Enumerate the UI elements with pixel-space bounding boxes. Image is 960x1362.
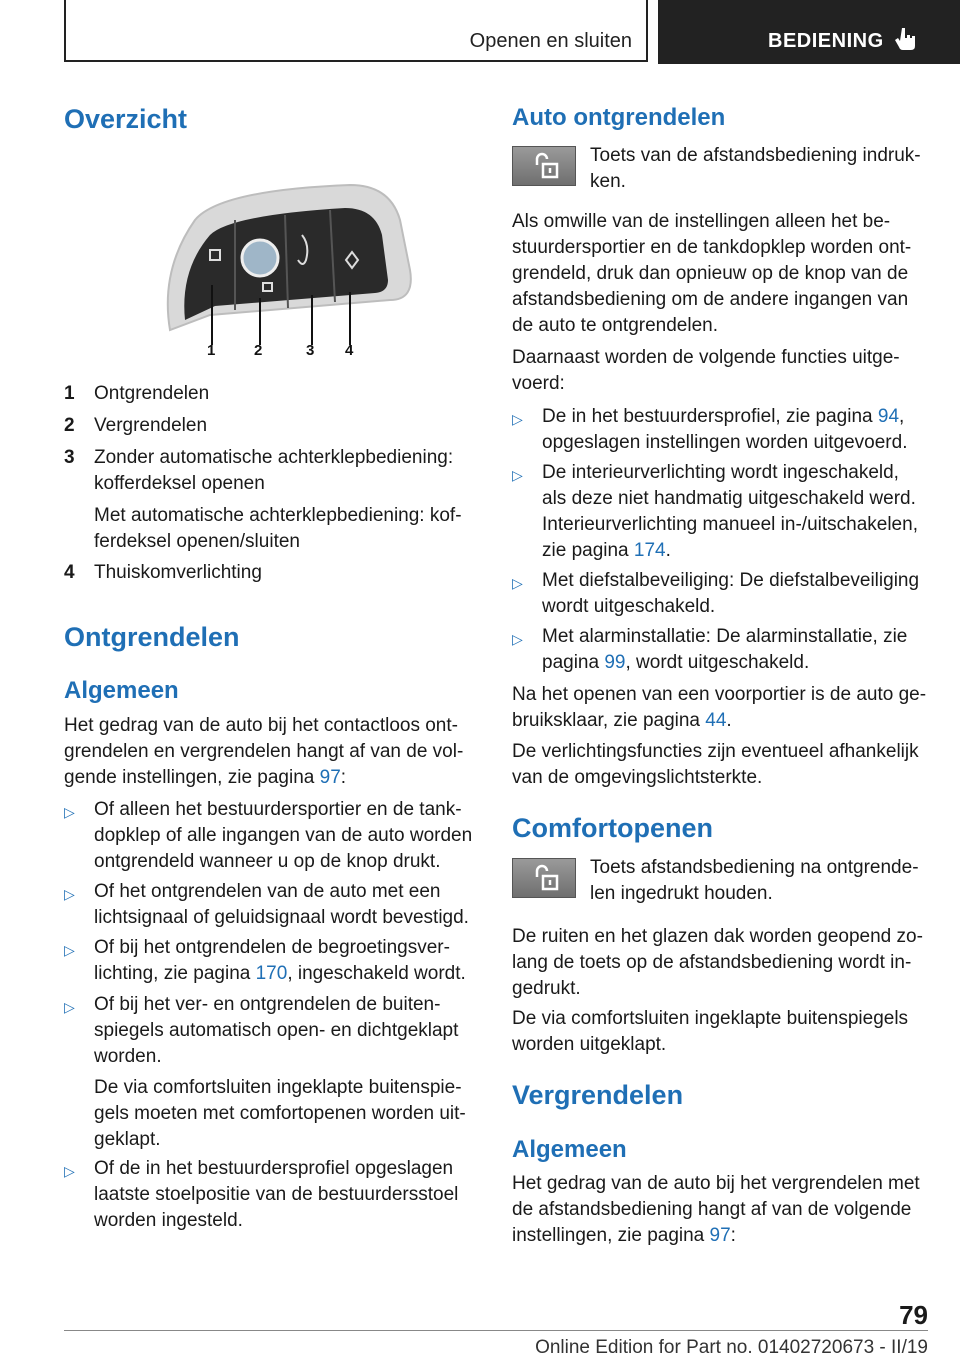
- page-link[interactable]: 97: [709, 1225, 731, 1246]
- figure-label-4: 4: [345, 342, 354, 359]
- body-text: De verlichtingsfuncties zijn eventueel afhankelijk: [512, 741, 919, 762]
- body-text: bruiksklaar, zie pagina 44.: [512, 710, 732, 731]
- body-text: stuurdersportier en de tankdopklep worden ont-: [512, 237, 912, 258]
- legend-text: Zonder automatische achterklepbediening:: [94, 447, 454, 468]
- legend-num: 3: [64, 447, 75, 468]
- body-text: Toets van de afstandsbediening indruk-: [590, 145, 921, 166]
- bullet-text: wordt uitgeschakeld.: [542, 596, 716, 617]
- body-text: lang de toets op de afstandsbediening wordt in-: [512, 952, 912, 973]
- lock-general-heading: Algemeen: [512, 1136, 627, 1163]
- unlock-key-icon: [512, 858, 576, 898]
- bullet-text: Of alleen het bestuurdersportier en de tank-: [94, 799, 462, 820]
- body-text: gende instellingen, zie pagina 97:: [64, 767, 347, 788]
- bullet-text: lichtsignaal of geluidsignaal wordt bevestigd.: [94, 907, 469, 928]
- bullet-text: De interieurverlichting wordt ingeschakeld,: [542, 462, 899, 483]
- chapter-tab-label: BEDIENING: [768, 30, 884, 52]
- bullet-text: lichting, zie pagina 170, ingeschakeld wordt.: [94, 963, 466, 984]
- legend-text: kofferdeksel openen: [94, 473, 265, 494]
- bullet-icon: ▷: [64, 1163, 75, 1179]
- legend-num: 2: [64, 415, 75, 436]
- body-text: De via comfortsluiten ingeklapte buitenspiegels: [512, 1008, 909, 1029]
- legend-text: Ontgrendelen: [94, 383, 210, 404]
- bullet-text: spiegels automatisch open- en dichtgeklapt: [94, 1020, 459, 1041]
- body-text: worden uitgeklapt.: [512, 1034, 667, 1055]
- body-text: Het gedrag van de auto bij het contactloos ont-: [64, 715, 458, 736]
- key-fob-figure: [150, 180, 420, 360]
- bullet-text: De via comfortsluiten ingeklapte buitenspie-: [94, 1077, 462, 1098]
- edition-note: Online Edition for Part no. 01402720673 - II/19: [535, 1337, 928, 1358]
- bullet-text: worden.: [94, 1046, 162, 1067]
- bullet-text: pagina 99, wordt uitgeschakeld.: [542, 652, 810, 673]
- body-text: Daarnaast worden de volgende functies uitge-: [512, 347, 900, 368]
- bullet-text: opgeslagen instellingen worden uitgevoerd.: [542, 432, 908, 453]
- bullet-icon: ▷: [512, 575, 523, 591]
- bullet-text: Met diefstalbeveiliging: De diefstalbeveiliging: [542, 570, 920, 591]
- legend-text: Vergrendelen: [94, 415, 208, 436]
- body-text: Het gedrag van de auto bij het vergrendelen met: [512, 1173, 920, 1194]
- bullet-text: De in het bestuurdersprofiel, zie pagina 94,: [542, 406, 905, 427]
- bullet-text: Of bij het ontgrendelen de begroetingsver-: [94, 937, 450, 958]
- unlock-heading: Ontgrendelen: [64, 622, 240, 652]
- body-text: Toets afstandsbediening na ontgrende-: [590, 857, 919, 878]
- bullet-text: als deze niet handmatig uitgeschakeld werd.: [542, 488, 916, 509]
- comfort-heading: Comfortopenen: [512, 813, 713, 843]
- bullet-icon: ▷: [512, 467, 523, 483]
- body-text: instellingen, zie pagina 97:: [512, 1225, 736, 1246]
- bullet-text: Of het ontgrendelen van de auto met een: [94, 881, 441, 902]
- section-title: Openen en sluiten: [469, 30, 632, 52]
- bullet-text: worden ingesteld.: [94, 1210, 243, 1231]
- body-text: Na het openen van een voorportier is de auto ge-: [512, 684, 927, 705]
- bullet-text: ontgrendeld wanneer u op de knop drukt.: [94, 851, 441, 872]
- bullet-icon: ▷: [512, 631, 523, 647]
- lock-heading: Vergrendelen: [512, 1080, 684, 1110]
- legend-text: Met automatische achterklepbediening: kof-: [94, 505, 462, 526]
- bullet-text: Of bij het ver- en ontgrendelen de buiten-: [94, 994, 441, 1015]
- page-link[interactable]: 44: [705, 710, 727, 731]
- auto-unlock-heading: Auto ontgrendelen: [512, 104, 726, 131]
- bullet-text: gels moeten met comfortopenen worden uit-: [94, 1103, 466, 1124]
- bullet-icon: ▷: [64, 942, 75, 958]
- page-link[interactable]: 174: [633, 540, 666, 561]
- legend-num: 4: [64, 562, 75, 583]
- figure-label-2: 2: [254, 342, 263, 359]
- body-text: afstandsbediening om de andere ingangen van: [512, 289, 909, 310]
- legend-num: 1: [64, 383, 75, 404]
- bullet-text: zie pagina 174.: [542, 540, 671, 561]
- body-text: grendeld, druk dan opnieuw op de knop van de: [512, 263, 909, 284]
- body-text: voerd:: [512, 373, 565, 394]
- page-link[interactable]: 94: [877, 406, 900, 427]
- chapter-tab[interactable]: [658, 0, 960, 64]
- body-text: De ruiten en het glazen dak worden geopend zo-: [512, 926, 923, 947]
- legend-text: Thuiskomverlichting: [94, 562, 262, 583]
- bullet-text: Of de in het bestuurdersprofiel opgeslagen: [94, 1158, 454, 1179]
- body-text: gedrukt.: [512, 978, 581, 999]
- figure-label-1: 1: [207, 342, 216, 359]
- body-text: grendelen en vergrendelen hangt af van de vol-: [64, 741, 464, 762]
- body-text: ken.: [590, 171, 626, 192]
- bullet-text: dopklep of alle ingangen van de auto worden: [94, 825, 473, 846]
- bullet-icon: ▷: [512, 411, 523, 427]
- bullet-text: Met alarminstallatie: De alarminstallatie, zie: [542, 626, 908, 647]
- body-text: len ingedrukt houden.: [590, 883, 773, 904]
- body-text: de afstandsbediening hangt af van de volgende: [512, 1199, 912, 1220]
- bullet-text: Interieurverlichting manueel in-/uitschakelen,: [542, 514, 918, 535]
- bullet-icon: ▷: [64, 999, 75, 1015]
- page-link[interactable]: 170: [255, 963, 288, 984]
- footer-divider: [64, 1330, 928, 1331]
- body-text: Als omwille van de instellingen alleen het be-: [512, 211, 891, 232]
- body-text: de auto te ontgrendelen.: [512, 315, 719, 336]
- unlock-key-icon: [512, 146, 576, 186]
- figure-label-3: 3: [306, 342, 315, 359]
- bullet-icon: ▷: [64, 804, 75, 820]
- page-number: 79: [899, 1300, 928, 1330]
- general-heading: Algemeen: [64, 677, 179, 704]
- bullet-icon: ▷: [64, 886, 75, 902]
- legend-text: ferdeksel openen/sluiten: [94, 531, 300, 552]
- bullet-text: geklapt.: [94, 1129, 161, 1150]
- body-text: van de omgevingslichtsterkte.: [512, 767, 763, 788]
- page-link[interactable]: 97: [319, 767, 341, 788]
- bullet-text: laatste stoelpositie van de bestuurdersstoel: [94, 1184, 459, 1205]
- hand-pointer-icon: [894, 26, 918, 52]
- page-link[interactable]: 99: [604, 652, 626, 673]
- header-section-box: [64, 0, 648, 62]
- overview-heading: Overzicht: [64, 104, 188, 134]
